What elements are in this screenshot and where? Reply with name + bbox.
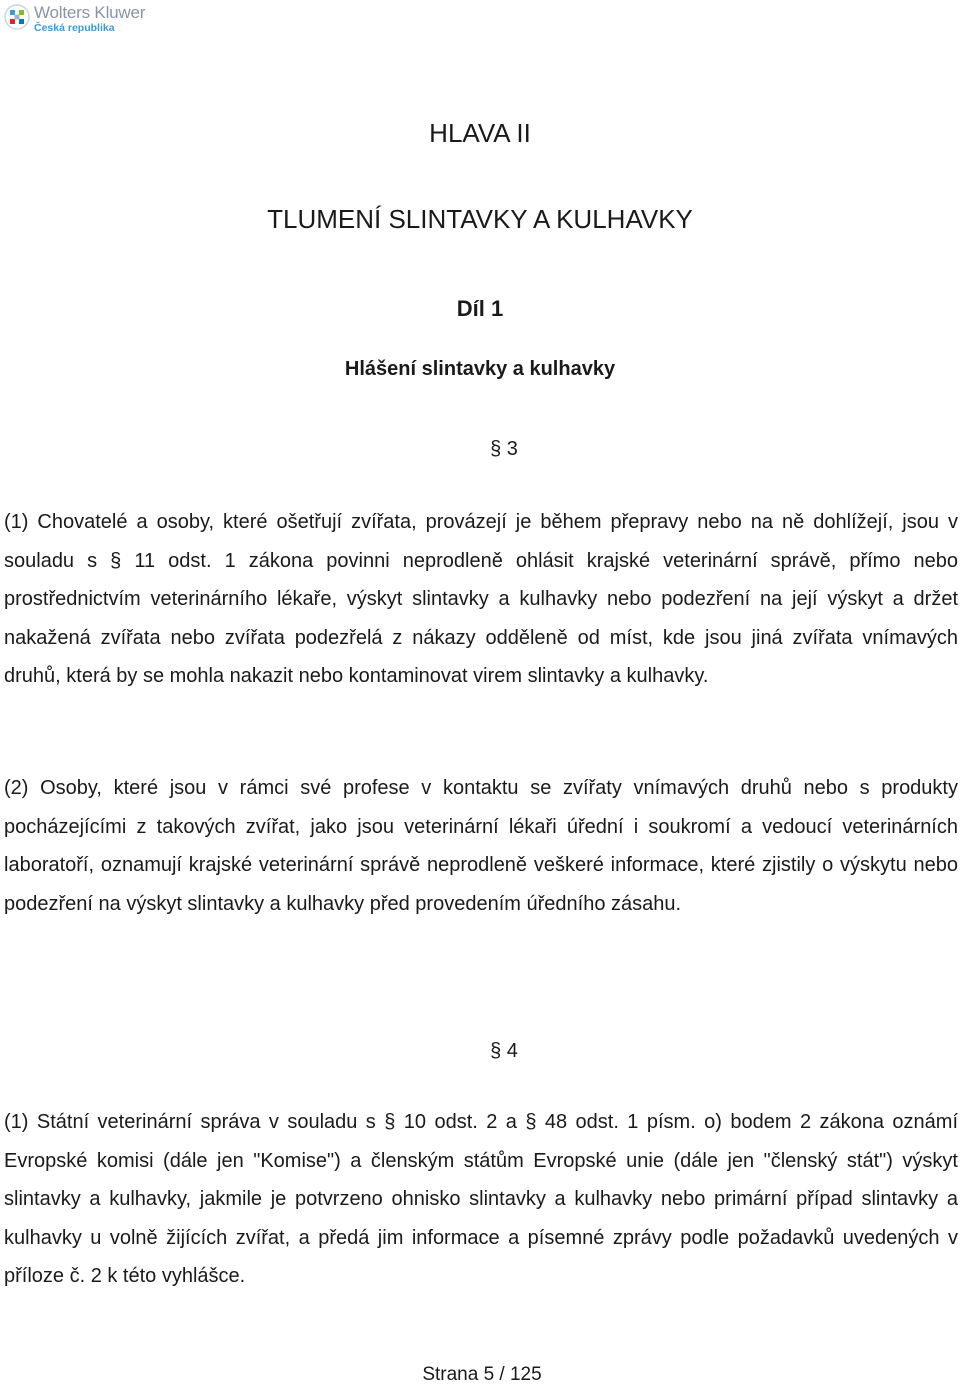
logo-brand-sub: Česká republika — [34, 22, 115, 34]
part-heading: Díl 1 — [456, 296, 504, 321]
chapter-heading: HLAVA II — [429, 118, 531, 148]
section-4-mark: § 4 — [490, 1040, 518, 1062]
wolters-kluwer-logo-icon — [4, 4, 30, 30]
chapter-title: TLUMENÍ SLINTAVKY A KULHAVKY — [267, 204, 693, 234]
section-3-paragraph-1: (1) Chovatelé a osoby, které ošetřují zvířata, provázejí je během přepravy nebo na ně dohlížejí, jsou v souladu s § 11 odst. 1 zákona povinni neprodleně ohlásit krajské veterinární správě, přímo nebo prostřednictvím veterinárního lékaře, výskyt slintavky a kulhavky nebo podezření na její výskyt a držet nakažená zvířata nebo zvířata podezřelá z nákazy odděleně od míst, kde jsou jiná zvířata vnímavých druhů, která by se mohla nakazit nebo kontaminovat virem slintavky a kulhavky. — [4, 511, 958, 688]
logo-text — [34, 4, 145, 34]
section-3-paragraph-2: (2) Osoby, které jsou v rámci své profese v kontaktu se zvířaty vnímavých druhů nebo s produkty pocházejícími z takových zvířat, jako jsou veterinární lékaři úřední i soukromí a vedoucí veterinárních laboratoří, oznamují krajské veterinární správě neprodleně veškeré informace, které zjistily o výskytu nebo podezření na výskyt slintavky a kulhavky před provedením úředního zásahu. — [4, 777, 958, 915]
section-4-paragraph-1: (1) Státní veterinární správa v souladu s § 10 odst. 2 a § 48 odst. 1 písm. o) bodem 2 zákona oznámí Evropské komisi (dále jen "Komise") a členským státům Evropské unie (dále jen "členský stát") výskyt slintavky a kulhavky, jakmile je potvrzeno ohnisko slintavky a kulhavky nebo primární případ slintavky a kulhavky u volně žijících zvířat, a předá jim informace a písemné zprávy podle požadavků uvedených v příloze č. 2 k této vyhlášce. — [4, 1111, 958, 1288]
logo-brand-name: Wolters Kluwer — [34, 3, 146, 22]
wolters-kluwer-logo — [4, 4, 145, 36]
page-number: Strana 5 / 125 — [422, 1364, 542, 1385]
part-title: Hlášení slintavky a kulhavky — [344, 358, 616, 380]
section-3-mark: § 3 — [490, 438, 518, 460]
